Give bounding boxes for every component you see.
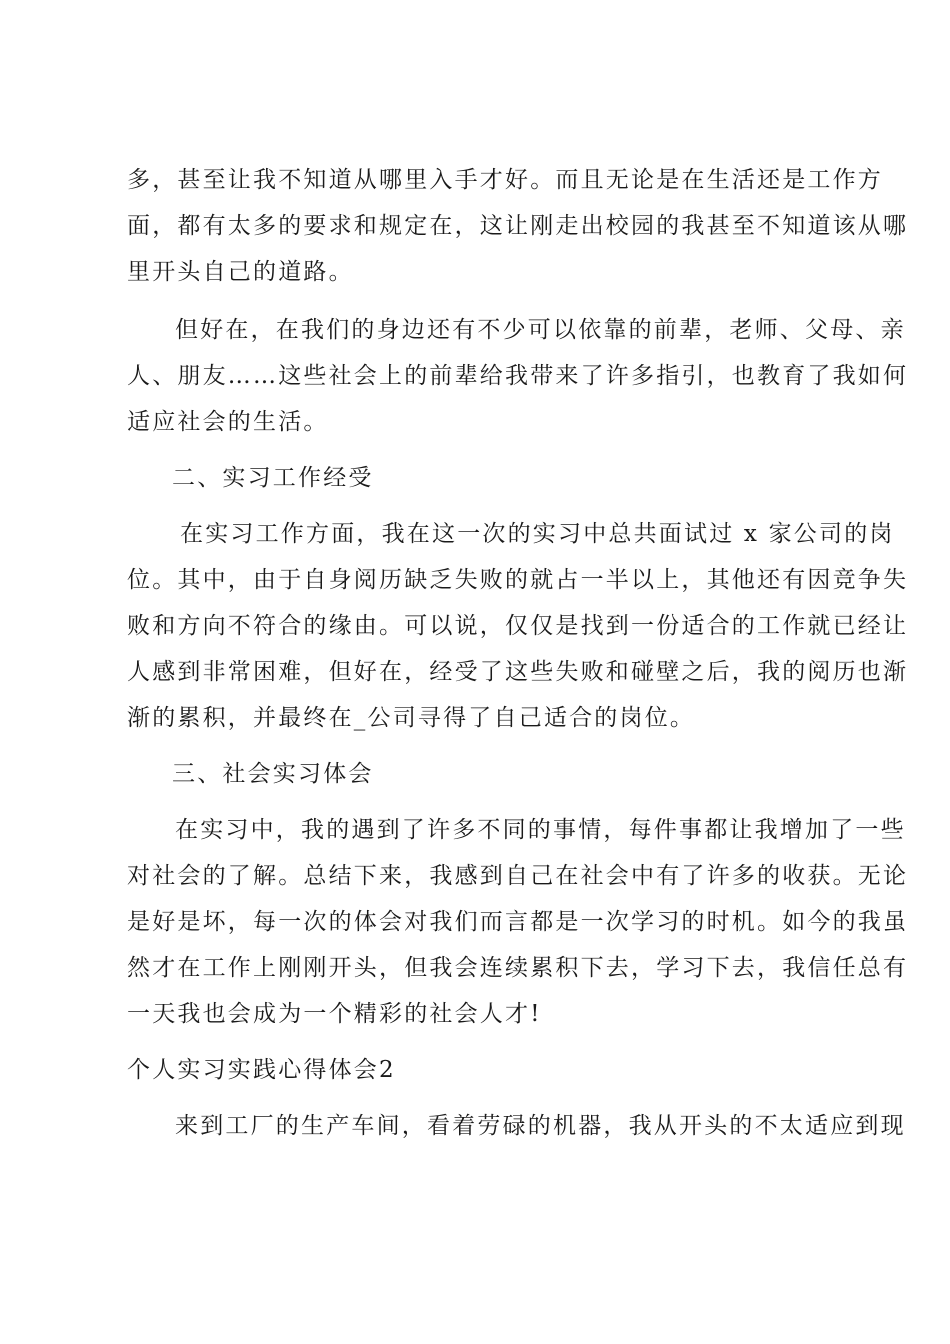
section-heading: 二、实习工作经受 bbox=[172, 465, 374, 491]
paragraph-line: 在实习中，我的遇到了许多不同的事情，每件事都让我增加了一些 bbox=[175, 817, 906, 843]
section-heading: 三、社会实习体会 bbox=[172, 761, 374, 787]
paragraph-line: 位。其中，由于自身阅历缺乏失败的就占一半以上，其他还有因竞争失 bbox=[127, 567, 909, 593]
paragraph-line: 渐的累积，并最终在_公司寻得了自己适合的岗位。 bbox=[127, 705, 696, 731]
paragraph-line: 然才在工作上刚刚开头，但我会连续累积下去，学习下去，我信任总有 bbox=[127, 955, 909, 981]
paragraph-line: 一天我也会成为一个精彩的社会人才! bbox=[127, 1001, 542, 1027]
paragraph-line: 对社会的了解。总结下来，我感到自己在社会中有了许多的收获。无论 bbox=[127, 863, 909, 889]
paragraph-line: 多，甚至让我不知道从哪里入手才好。而且无论是在生活还是工作方 bbox=[127, 167, 883, 193]
paragraph-line: 里开头自己的道路。 bbox=[127, 259, 354, 285]
paragraph-line: 在实习工作方面，我在这一次的实习中总共面试过 x 家公司的岗 bbox=[180, 521, 895, 547]
paragraph-line: 败和方向不符合的缘由。可以说，仅仅是找到一份适合的工作就已经让 bbox=[127, 613, 909, 639]
document-body bbox=[127, 157, 909, 1149]
paragraph-line: 面，都有太多的要求和规定在，这让刚走出校园的我甚至不知道该从哪 bbox=[127, 213, 909, 239]
paragraph-line: 是好是坏，每一次的体会对我们而言都是一次学习的时机。如今的我虽 bbox=[127, 909, 909, 935]
paragraph-line: 来到工厂的生产车间，看着劳碌的机器，我从开头的不太适应到现 bbox=[175, 1113, 906, 1139]
paragraph-line: 但好在，在我们的身边还有不少可以依靠的前辈，老师、父母、亲 bbox=[175, 317, 906, 343]
paragraph-line: 适应社会的生活。 bbox=[127, 409, 329, 435]
paragraph-line: 人感到非常困难，但好在，经受了这些失败和碰壁之后，我的阅历也渐 bbox=[127, 659, 909, 685]
paragraph-line: 人、朋友……这些社会上的前辈给我带来了许多指引，也教育了我如何 bbox=[127, 363, 909, 389]
article-title: 个人实习实践心得体会2 bbox=[127, 1057, 396, 1083]
